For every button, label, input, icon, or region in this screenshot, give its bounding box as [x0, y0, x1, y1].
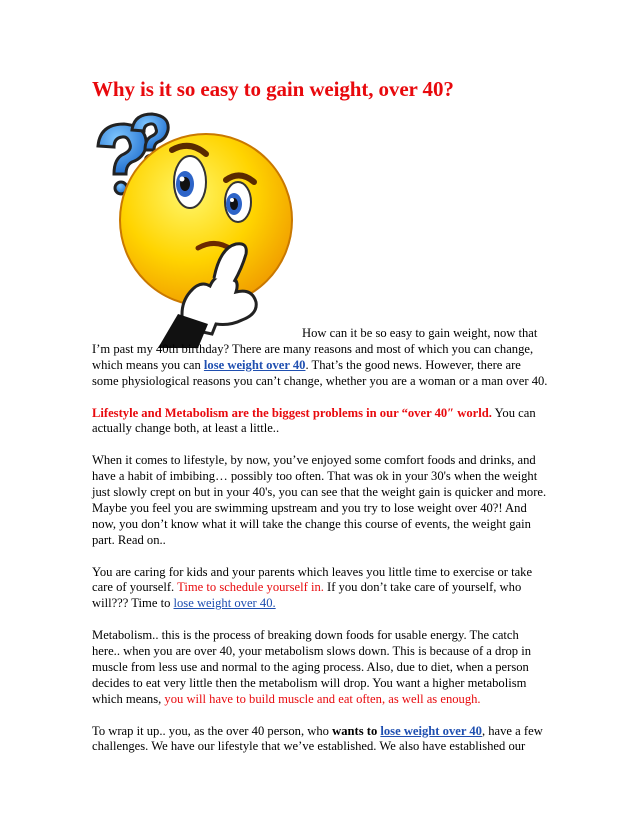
- paragraph-wrap-up: [92, 724, 548, 756]
- thinking-emoji-icon: [88, 112, 318, 348]
- lose-weight-link[interactable]: lose weight over 40: [380, 723, 482, 738]
- intro-text-a: I’m past my 40th birthday? There are many reasons and most of which you can change, which means you can: [92, 341, 534, 372]
- paragraph-caring: [92, 565, 548, 613]
- eye-icon: [225, 182, 251, 222]
- paragraph-metabolism: [92, 628, 548, 708]
- lose-weight-link[interactable]: lose weight over 40: [203, 357, 306, 372]
- wrap-text-b: , have a few challenges. We have our lifestyle that we’ve established. We also have established our: [92, 723, 543, 754]
- paragraph-lifestyle: [92, 406, 548, 438]
- metabolism-text: Metabolism.. this is the process of breaking down foods for usable energy. The catch here.. when you are over 40, your metabolism slows down. This is because of a drop in muscle from less use and normal to the aging process. Also, due to diet, when a person decides to eat very little then the metabolism will drop. You want a higher metabolism which means,: [92, 628, 532, 706]
- intro-first-line: How can it be so easy to gain weight, now that: [302, 326, 538, 340]
- article-body: [92, 326, 548, 771]
- lifestyle-heading: Lifestyle and Metabolism are the biggest problems in our “over 40″ world.: [92, 405, 492, 420]
- caring-text-a: You are caring for kids and your parents which leaves you little time to exercise or take care of yourself.: [92, 564, 533, 595]
- lose-weight-link[interactable]: lose weight over 40.: [173, 596, 276, 611]
- paragraph-intro: [92, 326, 548, 390]
- metabolism-red-text: you will have to build muscle and eat often, as well as enough.: [164, 691, 481, 706]
- caring-red-text: Time to schedule yourself in.: [177, 580, 324, 595]
- wrap-bold-text: wants to: [332, 723, 381, 738]
- wrap-text-a: To wrap it up.. you, as the over 40 person, who: [92, 723, 333, 738]
- page-title: Why is it so easy to gain weight, over 40?: [92, 77, 454, 101]
- paragraph-comfort: When it comes to lifestyle, by now, you’ve enjoyed some comfort foods and drinks, and have a habit of imbibing… possibly too often. That was ok in your 30's when the weight just slowly crept on but in your 40's, you can see that the weight gain is quicker and more. Maybe you feel you are swimming upstream and you try to lose weight over 40?! And now, you don’t know what it will take the change this course of events, the weight gain part. Read on..: [92, 453, 547, 547]
- intro-text-b: . That’s the good news. However, there are some physiological reasons you can’t change, whether you are a woman or a man over 40.: [92, 357, 548, 388]
- caring-text-b: If you don’t take care of yourself, who will??? Time to: [92, 580, 522, 611]
- eye-icon: [174, 156, 206, 208]
- lifestyle-text: You can actually change both, at least a little..: [92, 405, 536, 436]
